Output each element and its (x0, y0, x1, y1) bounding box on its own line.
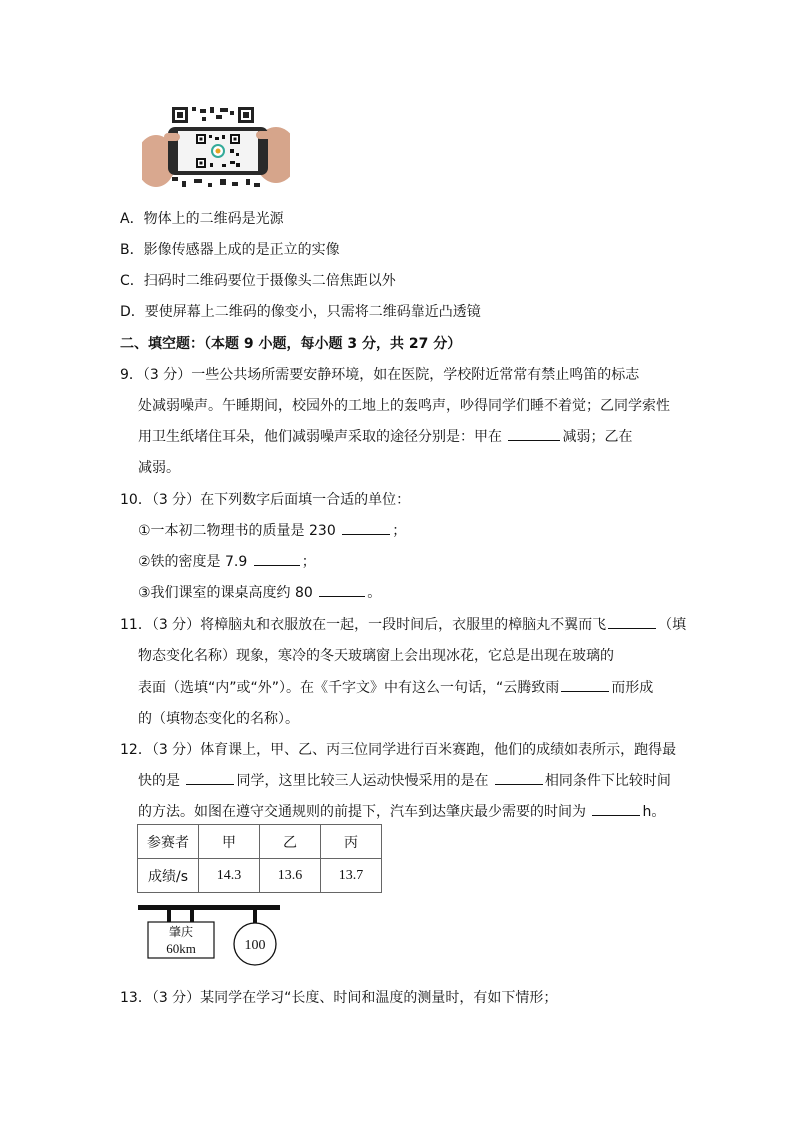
answer-blank[interactable] (319, 582, 365, 597)
table-header-cell: 乙 (260, 825, 321, 859)
q11-line1-text: 11．（3 分）将樟脑丸和衣服放在一起，一段时间后，衣服里的樟脑丸不翼而飞 (120, 617, 607, 633)
speed-limit-value: 100 (244, 938, 266, 953)
table-cell: 成绩/s (138, 859, 199, 893)
sign-post-left (167, 910, 171, 922)
q12-line3-text: 的方法。如图在遵守交通规则的前提下，汽车到达肇庆最少需要的时间为 (138, 804, 586, 820)
section-title: 二、填空题：（本题 9 小题，每小题 3 分，共 27 分） (120, 336, 462, 352)
sign-city: 肇庆 (168, 925, 194, 939)
q9-line1: 9．（3 分）一些公共场所需要安静环境，如在医院，学校附近常常有禁止鸣笛的标志 (120, 367, 640, 383)
table-cell: 13.7 (321, 859, 382, 893)
table-row (138, 825, 382, 859)
q12-line3 (138, 801, 665, 821)
table-header-cell: 参赛者 (138, 825, 199, 859)
table-header-cell: 丙 (321, 825, 382, 859)
answer-blank[interactable] (608, 614, 656, 629)
table-cell: 13.6 (260, 859, 321, 893)
q10-item1 (138, 520, 406, 540)
q13-line1: 13．（3 分）某同学在学习“长度、时间和温度的测量时，有如下情形； (120, 990, 558, 1006)
q10-line1: 10．（3 分）在下列数字后面填一合适的单位： (120, 492, 411, 508)
answer-blank[interactable] (508, 426, 560, 441)
qr-code-phone-photo (142, 103, 290, 191)
sign-post-right (190, 910, 194, 922)
results-table (137, 824, 382, 893)
traffic-sign-diagram (138, 902, 283, 966)
option-d: D．要使屏幕上二维码的像变小，只需将二维码靠近凸透镜 (120, 304, 481, 320)
sign-post-speed (253, 910, 257, 924)
q9-line3 (138, 426, 632, 446)
q12-line2 (138, 770, 671, 790)
table-header-cell: 甲 (199, 825, 260, 859)
answer-blank[interactable] (254, 551, 300, 566)
q11-line1 (120, 614, 686, 634)
q10-item2-text: ②铁的密度是 7.9 (138, 554, 248, 570)
answer-blank[interactable] (592, 801, 640, 816)
q11-line1-end: （填 (658, 617, 687, 633)
sign-distance: 60km (166, 941, 196, 956)
q9-line2: 处减弱噪声。午睡期间，校园外的工地上的轰鸣声，吵得同学们睡不着觉；乙同学索性 (138, 398, 670, 414)
q12-line2-text: 快的是 (138, 773, 180, 789)
q11-line3-end: 而形成 (611, 680, 654, 696)
answer-blank[interactable] (342, 520, 390, 535)
q11-line2: 物态变化名称）现象，寒冷的冬天玻璃窗上会出现冰花，它总是出现在玻璃的 (138, 648, 614, 664)
answer-blank[interactable] (561, 677, 609, 692)
table-cell: 14.3 (199, 859, 260, 893)
answer-blank[interactable] (495, 770, 543, 785)
table-row (138, 859, 382, 893)
q10-item3-end: 。 (367, 585, 382, 601)
answer-blank[interactable] (186, 770, 234, 785)
option-b: B．影像传感器上成的是正立的实像 (120, 242, 340, 258)
q10-item3-text: ③我们课室的课桌高度约 80 (138, 585, 313, 601)
q12-line1: 12．（3 分）体育课上，甲、乙、丙三位同学进行百米赛跑，他们的成绩如表所示，跑得最 (120, 742, 677, 758)
sign-bar (138, 905, 280, 910)
q9-line3-text: 用卫生纸堵住耳朵，他们减弱噪声采取的途径分别是：甲在 (138, 429, 502, 445)
q11-line3 (138, 677, 653, 697)
q9-line4: 减弱。 (138, 460, 180, 476)
q10-item1-end: ； (392, 523, 407, 539)
q10-item2-end: ； (301, 554, 316, 570)
q10-item3 (138, 582, 381, 602)
option-c: C．扫码时二维码要位于摄像头二倍焦距以外 (120, 273, 396, 289)
q11-line4: 的（填物态变化的名称）。 (138, 711, 299, 727)
q9-line3-text-b: 减弱；乙在 (562, 429, 633, 445)
q12-line2-text-b: 同学，这里比较三人运动快慢采用的是在 (236, 773, 489, 789)
q10-item2 (138, 551, 316, 571)
q12-line3-end: h。 (642, 804, 666, 820)
q11-line3-text: 表面（选填“内”或“外”）。在《千字文》中有这么一句话，“云腾致雨 (138, 680, 560, 696)
q10-item1-text: ①一本初二物理书的质量是 230 (138, 523, 336, 539)
q12-line2-text-c: 相同条件下比较时间 (544, 773, 671, 789)
option-a: A．物体上的二维码是光源 (120, 211, 284, 227)
